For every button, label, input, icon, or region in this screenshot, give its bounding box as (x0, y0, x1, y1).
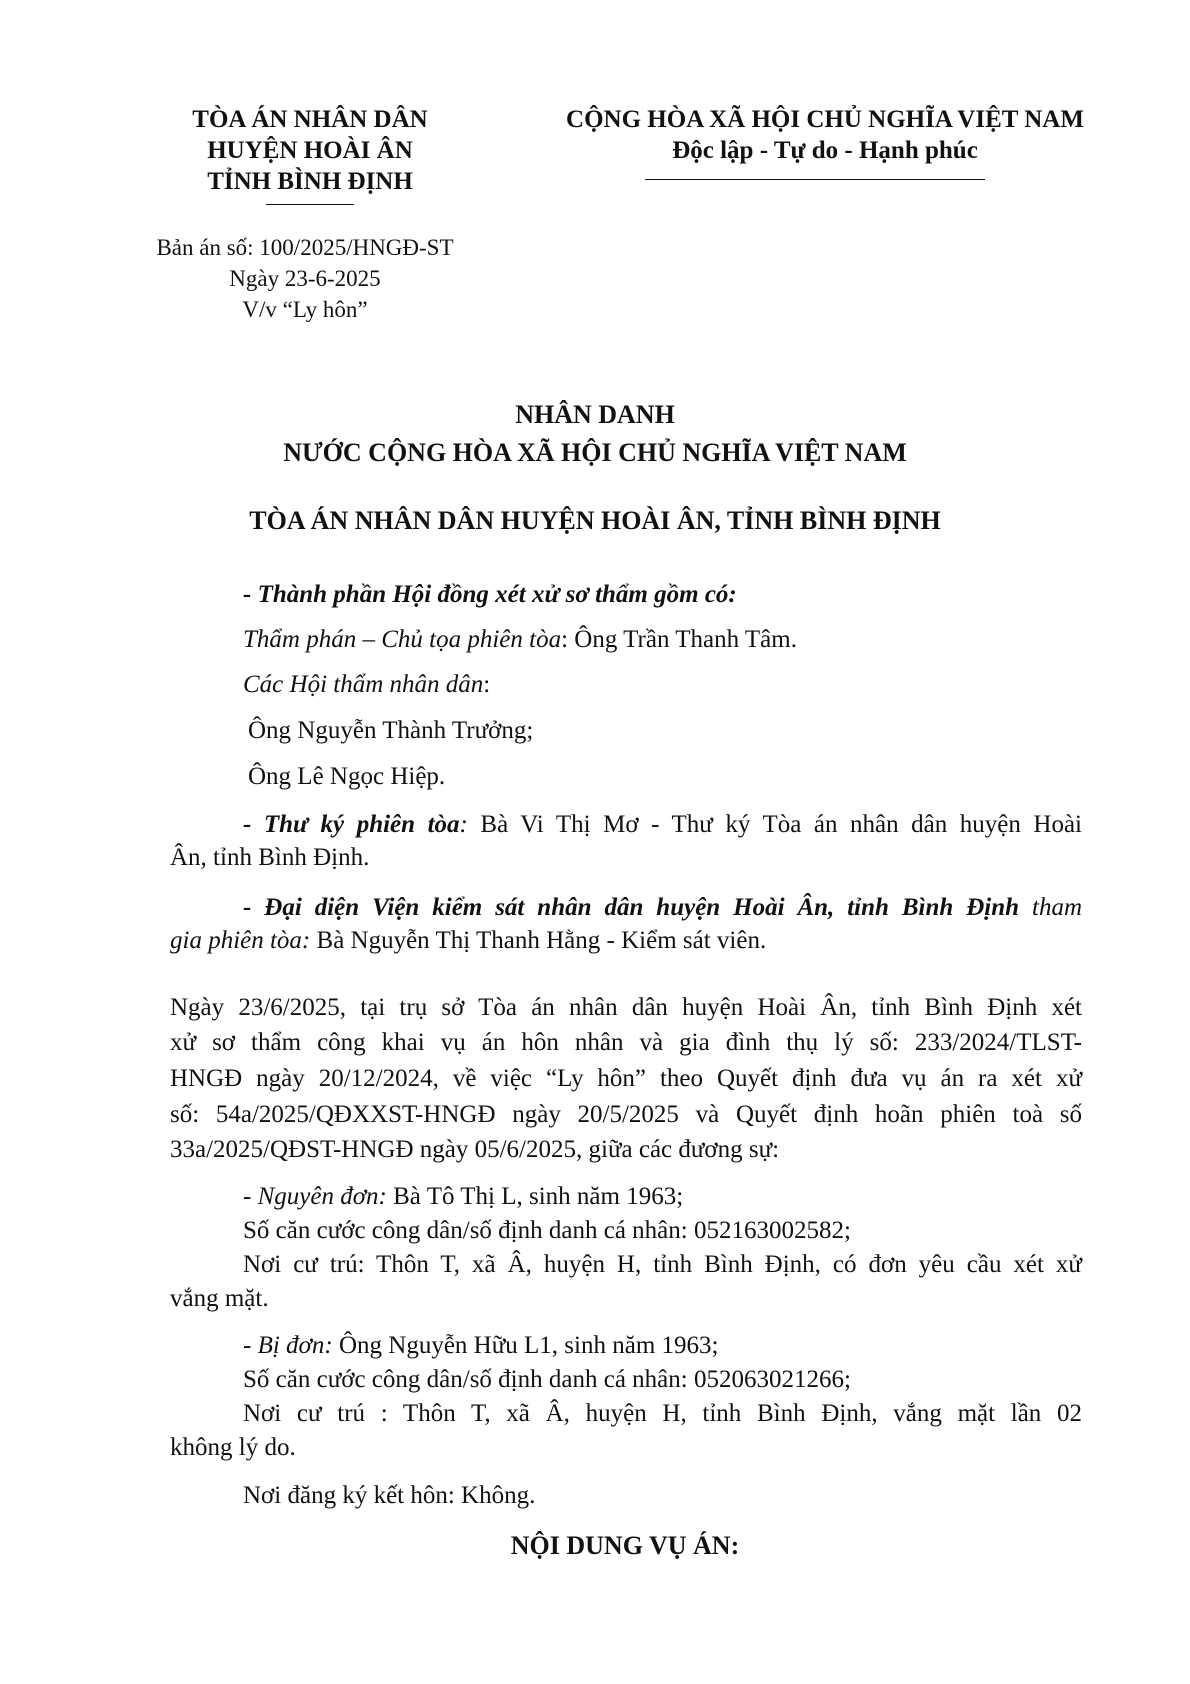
nation-line: CỘNG HÒA XÃ HỘI CHỦ NGHĨA VIỆT NAM (566, 106, 1084, 133)
procuracy-role-label: gia phiên tòa: (170, 927, 311, 954)
clerk-line-1 (243, 808, 1082, 841)
juror-1: Ông Nguyễn Thành Trưởng; (248, 717, 534, 744)
procuracy-label: - Đại diện Viện kiểm sát nhân dân huyện Hoài Ân, tỉnh Bình Định (243, 894, 1020, 921)
judgment-number: Bản án số: 100/2025/HNGĐ-ST (156, 235, 454, 260)
clerk-colon: : (459, 811, 468, 838)
judge-line (243, 623, 797, 656)
jurors-line (243, 668, 490, 701)
hearing-line-1: Ngày 23/6/2025, tại trụ sở Tòa án nhân dân huyện Hoài Ân, tỉnh Bình Định xét (170, 994, 1082, 1021)
plaintiff-residence-1: Nơi cư trú: Thôn T, xã Â, huyện H, tỉnh Bình Định, có đơn yêu cầu xét xử (243, 1251, 1082, 1278)
plaintiff-id: Số căn cước công dân/số định danh cá nhân: 052163002582; (243, 1217, 851, 1244)
court-underline (266, 204, 354, 205)
defendant-name: Ông Nguyễn Hữu L1, sinh năm 1963; (332, 1332, 719, 1359)
court-line-3: TỈNH BÌNH ĐỊNH (207, 168, 413, 195)
hearing-line-4: số: 54a/2025/QĐXXST-HNGĐ ngày 20/5/2025 và Quyết định hoãn phiên toà số (170, 1101, 1082, 1128)
jurors-colon: : (483, 671, 491, 698)
hearing-line-3: HNGĐ ngày 20/12/2024, về việc “Ly hôn” theo Quyết định đưa vụ án ra xét xử (170, 1065, 1082, 1092)
plaintiff-name: Bà Tô Thị L, sinh năm 1963; (386, 1183, 684, 1210)
defendant-label: - Bị đơn: (243, 1332, 333, 1359)
section-heading: NỘI DUNG VỤ ÁN: (510, 1531, 740, 1560)
title-in-name: NHÂN DANH (515, 400, 675, 429)
clerk-label: - Thư ký phiên tòa (243, 811, 460, 838)
jurors-label: Các Hội thẩm nhân dân (243, 671, 484, 698)
clerk-line-2: Ân, tỉnh Bình Định. (170, 844, 370, 871)
nation-header (530, 104, 1120, 166)
judge-label: Thẩm phán – Chủ tọa phiên tòa (243, 626, 562, 653)
plaintiff-residence-2: vắng mặt. (170, 1285, 269, 1312)
panel-heading: - Thành phần Hội đồng xét xử sơ thẩm gồm có: (243, 581, 737, 608)
plaintiff-label: - Nguyên đơn: (243, 1183, 387, 1210)
hearing-line-2: xử sơ thẩm công khai vụ án hôn nhân và gia đình thụ lý số: 233/2024/TLST- (170, 1029, 1082, 1056)
judgment-subject: V/v “Ly hôn” (242, 297, 368, 322)
judge-name: : Ông Trần Thanh Tâm. (561, 626, 797, 653)
juror-2: Ông Lê Ngọc Hiệp. (248, 763, 446, 790)
procuracy-name: Bà Nguyễn Thị Thanh Hằng - Kiểm sát viên. (310, 927, 767, 954)
defendant-line (243, 1329, 718, 1362)
court-header (130, 104, 490, 197)
motto-underline (645, 179, 985, 180)
judgment-info (130, 232, 480, 325)
plaintiff-line (243, 1180, 683, 1213)
procuracy-line-1 (243, 891, 1082, 924)
hearing-line-5: 33a/2025/QĐST-HNGĐ ngày 05/6/2025, giữa các đương sự: (170, 1136, 780, 1163)
title-country: NƯỚC CỘNG HÒA XÃ HỘI CHỦ NGHĨA VIỆT NAM (283, 438, 907, 467)
defendant-residence-1: Nơi cư trú : Thôn T, xã Â, huyện H, tỉnh Bình Định, vắng mặt lần 02 (243, 1400, 1082, 1427)
court-line-2: HUYỆN HOÀI ÂN (207, 137, 413, 164)
clerk-name: Bà Vi Thị Mơ - Thư ký Tòa án nhân dân huyện Hoài (467, 811, 1082, 838)
judgment-date: Ngày 23-6-2025 (229, 266, 381, 291)
procuracy-line-2 (170, 924, 1082, 957)
motto-line: Độc lập - Tự do - Hạnh phúc (672, 137, 978, 164)
court-line-1: TÒA ÁN NHÂN DÂN (192, 106, 428, 133)
defendant-id: Số căn cước công dân/số định danh cá nhân: 052063021266; (243, 1366, 851, 1393)
marriage-registration: Nơi đăng ký kết hôn: Không. (243, 1482, 536, 1509)
defendant-residence-2: không lý do. (170, 1434, 296, 1461)
procuracy-tail: tham (1019, 894, 1083, 921)
title-court: TÒA ÁN NHÂN DÂN HUYỆN HOÀI ÂN, TỈNH BÌNH ĐỊNH (249, 506, 941, 535)
